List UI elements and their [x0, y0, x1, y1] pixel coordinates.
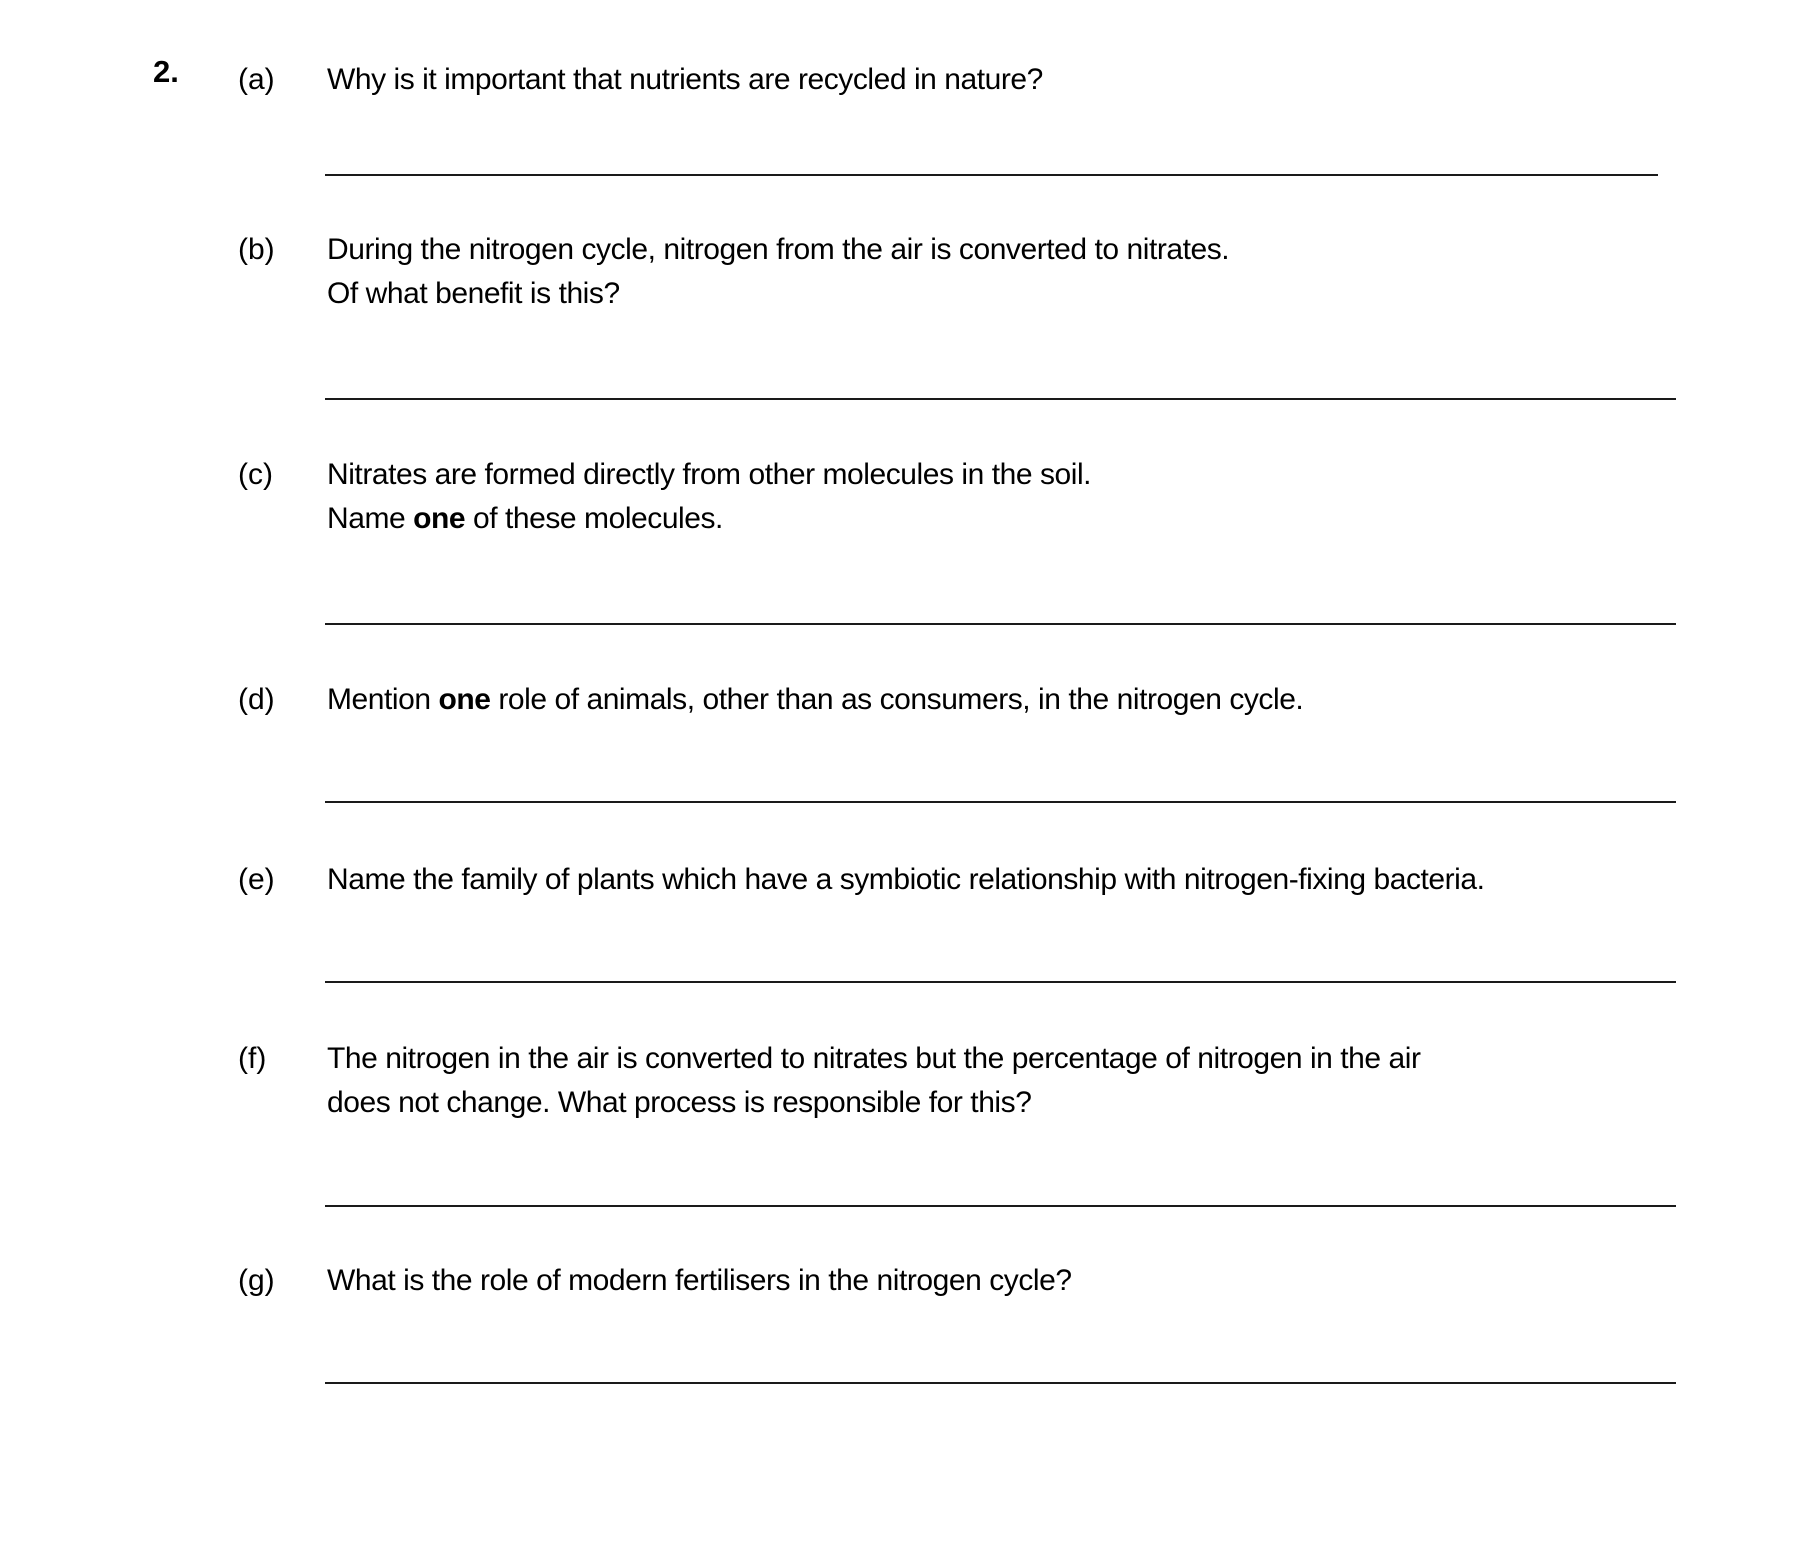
question-line: The nitrogen in the air is converted to nitrates but the percentage of nitrogen in the air [327, 1042, 1421, 1075]
part-label: (b) [238, 233, 275, 266]
answer-line-d[interactable] [325, 801, 1676, 803]
part-question-text [327, 453, 1091, 541]
part-question-text [327, 228, 1229, 316]
question-line: Name one of these molecules. [327, 502, 723, 535]
part-label: (a) [238, 63, 275, 96]
answer-line-c[interactable] [325, 623, 1676, 625]
question-line: What is the role of modern fertilisers in the nitrogen cycle? [327, 1264, 1072, 1297]
answer-line-a[interactable] [325, 174, 1658, 176]
part-label: (f) [238, 1042, 267, 1075]
answer-line-g[interactable] [325, 1382, 1676, 1384]
part-question-text [327, 58, 1043, 102]
question-line: does not change. What process is responsible for this? [327, 1086, 1032, 1119]
part-label: (c) [238, 458, 273, 491]
part-question-text [327, 678, 1303, 722]
question-line: Why is it important that nutrients are recycled in nature? [327, 63, 1043, 96]
part-label: (g) [238, 1264, 275, 1297]
emphasis-one: one [413, 502, 466, 535]
part-label: (e) [238, 863, 275, 896]
question-line: Mention one role of animals, other than as consumers, in the nitrogen cycle. [327, 683, 1304, 716]
question-line: Name the family of plants which have a symbiotic relationship with nitrogen-fixing bacteria. [327, 863, 1485, 896]
emphasis-one: one [438, 683, 491, 716]
part-question-text [327, 1037, 1421, 1125]
question-number: 2. [153, 54, 179, 89]
answer-line-f[interactable] [325, 1205, 1676, 1207]
part-label: (d) [238, 683, 275, 716]
question-line: During the nitrogen cycle, nitrogen from the air is converted to nitrates. [327, 233, 1230, 266]
part-question-text [327, 1259, 1072, 1303]
answer-line-b[interactable] [325, 398, 1676, 400]
answer-line-e[interactable] [325, 981, 1676, 983]
question-line: Nitrates are formed directly from other molecules in the soil. [327, 458, 1092, 491]
part-question-text [327, 858, 1485, 902]
question-line: Of what benefit is this? [327, 277, 620, 310]
